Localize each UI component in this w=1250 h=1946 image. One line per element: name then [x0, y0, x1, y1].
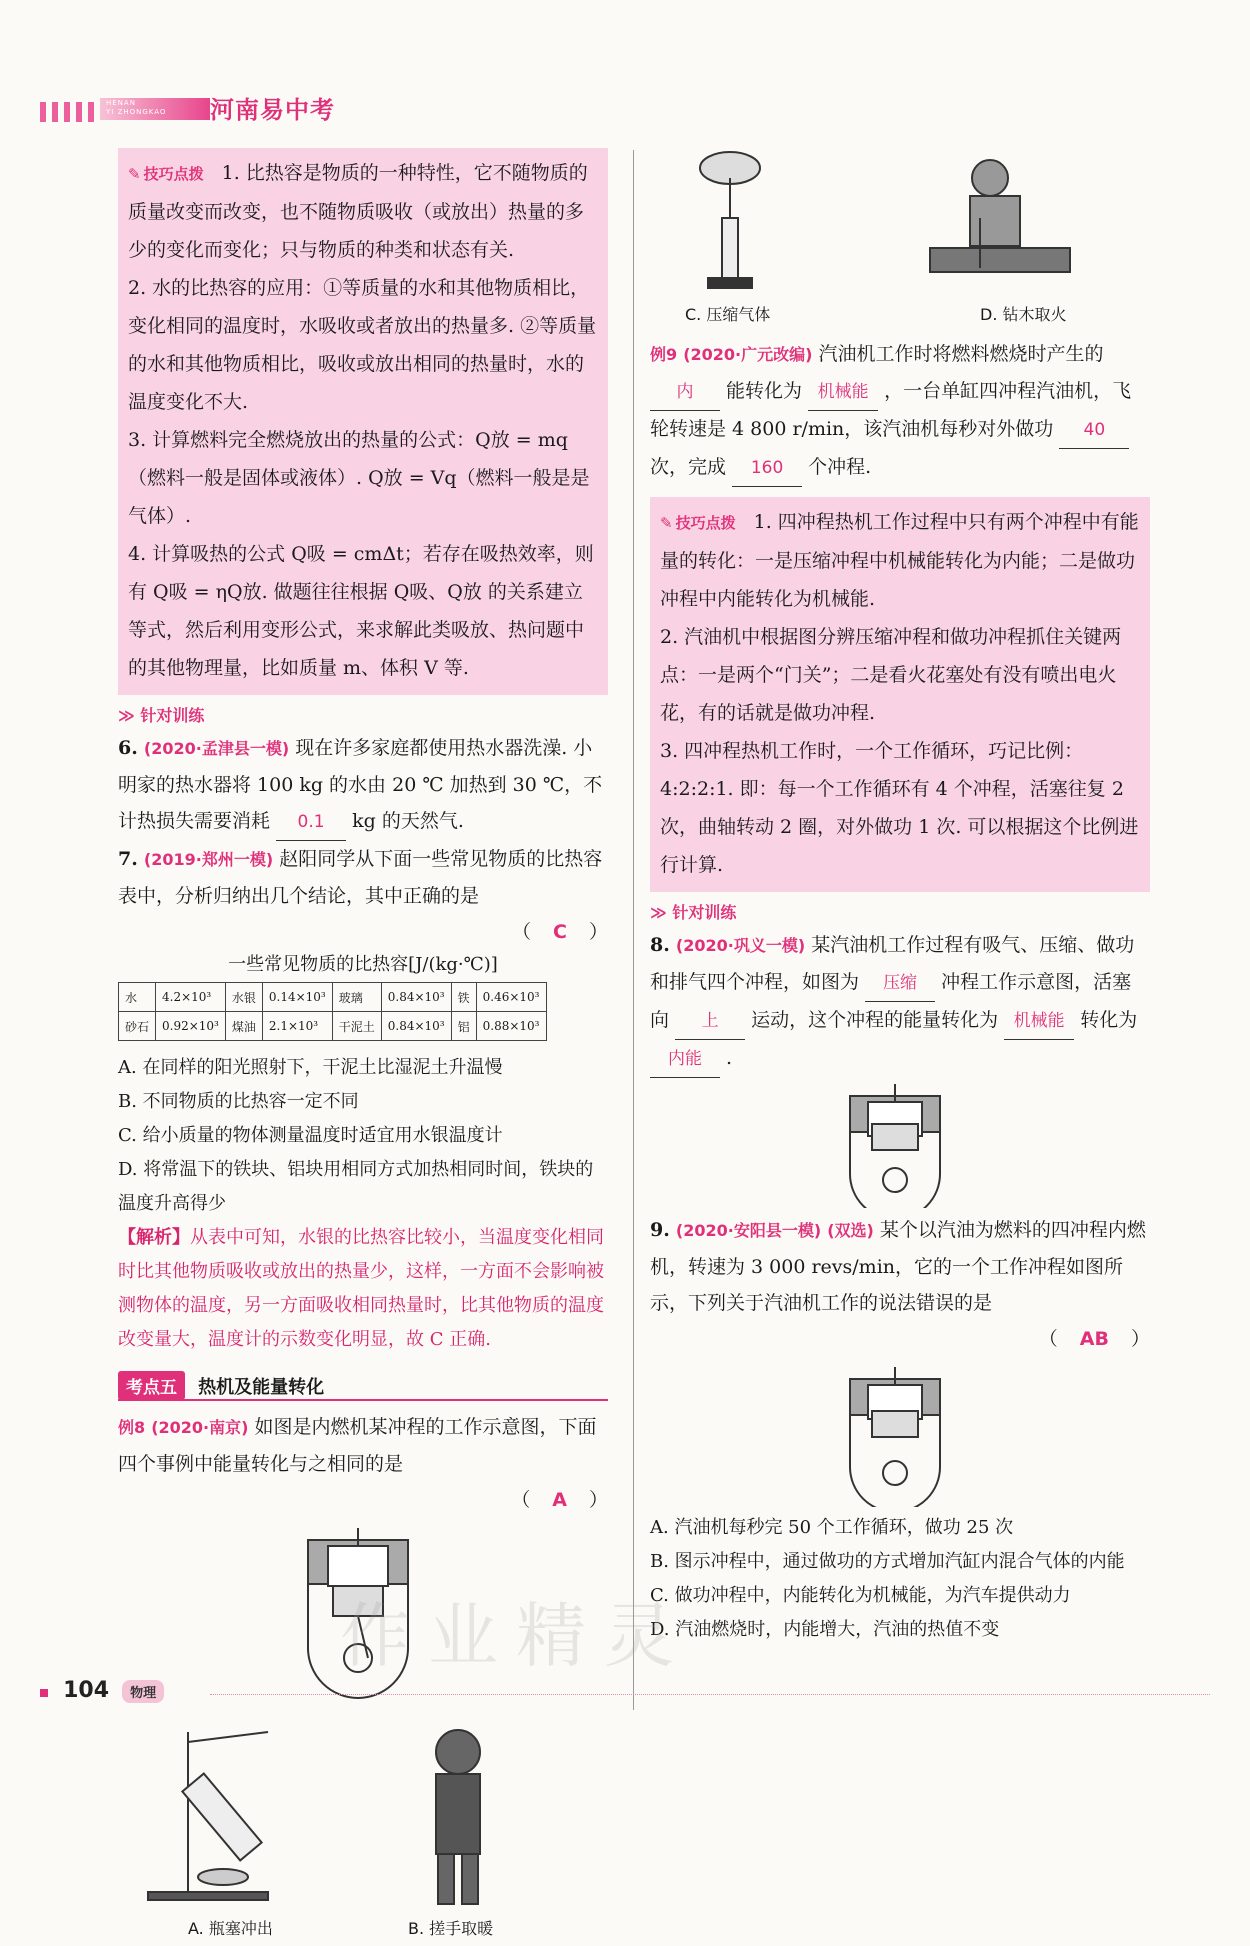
q7-choice: B. 不同物质的比热容一定不同 [118, 1091, 359, 1112]
header-small-text: HENAN YI ZHONGKAO [106, 99, 167, 116]
header-title: 河南易中考 [210, 96, 335, 124]
subject-badge: 物理 [122, 1680, 164, 1703]
q7-choice: D. 将常温下的铁块、铝块用相同方式加热相同时间，铁块的温度升高得少 [118, 1159, 594, 1214]
table-row: 砂石 0.92×10³ 煤油 2.1×10³ 干泥土 0.84×10³ 铝 0.88×10³ [119, 1012, 547, 1041]
column-divider [633, 150, 634, 1710]
q9-answer: AB [1079, 1328, 1109, 1350]
q6-source: (2020·孟津县一模) [143, 739, 290, 758]
tip-line: 3. 计算燃料完全燃烧放出的热量的公式：Q放 = mq（燃料一般是固体或液体）. Q放 = Vq（燃料一般是是气体）. [128, 429, 590, 527]
ex9-answer-2: 机械能 [808, 374, 878, 411]
page-dot [40, 1689, 48, 1697]
specific-heat-table [118, 982, 547, 1041]
tip-label: ✎ 技巧点拨 [128, 155, 204, 193]
q7-choice: C. 给小质量的物体测量温度时适宜用水银温度计 [118, 1125, 503, 1146]
train-label: ≫ 针对训练 [118, 706, 205, 725]
header-dots [40, 102, 100, 122]
header [40, 90, 370, 130]
right-column [650, 148, 1150, 1647]
q6-answer: 0.1 [276, 804, 346, 841]
caption-a: A. 瓶塞冲出 [188, 1919, 273, 1938]
q8-answer-1: 压缩 [865, 965, 935, 1002]
engine-diagram-q9 [650, 1357, 1150, 1507]
q8-answer-2: 上 [675, 1003, 745, 1040]
engine-diagram-q8 [650, 1078, 1150, 1208]
caption-d: D. 钻木取火 [980, 305, 1067, 324]
table-caption: 一些常见物质的比热容[J/(kg·℃)] [228, 954, 498, 975]
ex9-answer-3: 40 [1059, 412, 1129, 449]
q7-answer: C [553, 921, 567, 943]
ex9-answer-1: 内 [650, 374, 720, 411]
example-9: 例9 (2020·广元改编) 汽油机工作时将燃料燃烧时产生的 内 能转化为 机械能 ，一台单缸四冲程汽油机，飞轮转速是 4 800 r/min，该汽油机每秒对外做功 40 次，完成 160 个冲程. [650, 336, 1150, 487]
q7-analysis: 【解析】从表中可知，水银的比热容比较小，当温度变化相同时比其他物质吸收或放出的热量少，这样，一方面不会影响被测物体的温度，另一方面吸收相同热量时，比其他物质的温度改变量大，温度计的示数变化明显，故 C 正确. [118, 1227, 604, 1350]
q9-choice: A. 汽油机每秒完 50 个工作循环，做功 25 次 [650, 1517, 1014, 1538]
page-number: 104 [63, 1678, 110, 1703]
q9-choice: D. 汽油燃烧时，内能增大，汽油的热值不变 [650, 1619, 1000, 1640]
q7-choice: A. 在同样的阳光照射下，干泥土比湿泥土升温慢 [118, 1057, 503, 1078]
ex8-source: (2020·南京) [151, 1418, 249, 1437]
q8-answer-3: 机械能 [1004, 1003, 1074, 1040]
caption-c: C. 压缩气体 [685, 305, 771, 324]
example-8: 例8 (2020·南京) 如图是内燃机某冲程的工作示意图，下面四个事例中能量转化与之相同的是 （ A ） [118, 1409, 608, 1518]
footer [40, 1678, 164, 1703]
ex8-answer: A [552, 1489, 567, 1511]
question-8: 8. (2020·巩义一模) 某汽油机工作过程有吸气、压缩、做功和排气四个冲程，如图为 压缩 冲程工作示意图，活塞向 上 运动，这个冲程的能量转化为 机械能 转化为 内能 . [650, 927, 1150, 1078]
train-label: ≫ 针对训练 [650, 903, 737, 922]
question-6: 6. (2020·孟津县一模) 现在许多家庭都使用热水器洗澡. 小明家的热水器将 100 kg 的水由 20 ℃ 加热到 30 ℃，不计热损失需要消耗 0.1 kg 的天然气. [118, 730, 608, 841]
tip-line: 3. 四冲程热机工作时，一个工作循环，巧记比例：4:2:2:1. 即：每一个工作循环有 4 个冲程，活塞往复 2 次，曲轴转动 2 圈，对外做功 1 次. 可以根据这个比例进行计算. [660, 740, 1139, 876]
figures-a-b [118, 1712, 608, 1912]
tip-line: 1. 四冲程热机工作过程中只有两个冲程中有能量的转化：一是压缩冲程中机械能转化为内能；二是做功冲程中内能转化为机械能. [660, 511, 1139, 610]
table-row: 水 4.2×10³ 水银 0.14×10³ 玻璃 0.84×10³ 铁 0.46×10³ [119, 983, 547, 1012]
q8-answer-4: 内能 [650, 1041, 720, 1078]
tip-line: 1. 比热容是物质的一种特性，它不随物质的质量改变而改变，也不随物质吸收（或放出）热量的多少的变化而变化；只与物质的种类和状态有关. [128, 162, 588, 261]
section-header [118, 1371, 608, 1401]
section-title: 热机及能量转化 [198, 1377, 325, 1398]
tip-line: 2. 汽油机中根据图分辨压缩冲程和做功冲程抓住关键两点：一是两个“门关”；二是看火花塞处有没有喷出电火花，有的话就是做功冲程. [660, 626, 1122, 724]
q9-choice: C. 做功冲程中，内能转化为机械能，为汽车提供动力 [650, 1585, 1071, 1606]
q9-double-choice: (双选) [827, 1221, 874, 1240]
question-9: 9. (2020·安阳县一模) (双选) 某个以汽油为燃料的四冲程内燃机，转速为 3 000 revs/min，它的一个工作冲程如图所示，下列关于汽油机工作的说法错误的是 （ AB ） [650, 1212, 1150, 1357]
q9-choice: B. 图示冲程中，通过做功的方式增加汽缸内混合气体的内能 [650, 1551, 1125, 1572]
q9-source: (2020·安阳县一模) [675, 1221, 822, 1240]
question-7: 7. (2019·郑州一模) 赵阳同学从下面一些常见物质的比热容表中，分析归纳出几个结论，其中正确的是 （ C ） [118, 841, 608, 950]
q7-source: (2019·郑州一模) [143, 850, 274, 869]
caption-b: B. 搓手取暖 [408, 1919, 494, 1938]
tip-box-1 [118, 148, 608, 695]
ex9-answer-4: 160 [732, 450, 802, 487]
figures-c-d [650, 148, 1150, 298]
footer-line [210, 1694, 1210, 1695]
tip-line: 2. 水的比热容的应用：①等质量的水和其他物质相比，变化相同的温度时，水吸收或者放出的热量多. ②等质量的水和其他物质相比，吸收或放出相同的热量时，水的温度变化不大. [128, 277, 597, 413]
q8-source: (2020·巩义一模) [675, 936, 806, 955]
tip-label: ✎ 技巧点拨 [660, 504, 736, 542]
section-tag: 考点五 [118, 1371, 185, 1400]
ex9-source: (2020·广元改编) [683, 345, 813, 364]
tip-box-2 [650, 497, 1150, 892]
watermark: 作业精灵 [340, 1595, 692, 1677]
tip-line: 4. 计算吸热的公式 Q吸 = cmΔt；若存在吸热效率，则有 Q吸 = ηQ放. 做题往往根据 Q吸、Q放 的关系建立等式，然后利用变形公式，来求解此类吸放、热问题中的其他物理量，比如质量 m、体积 V 等. [128, 543, 594, 679]
